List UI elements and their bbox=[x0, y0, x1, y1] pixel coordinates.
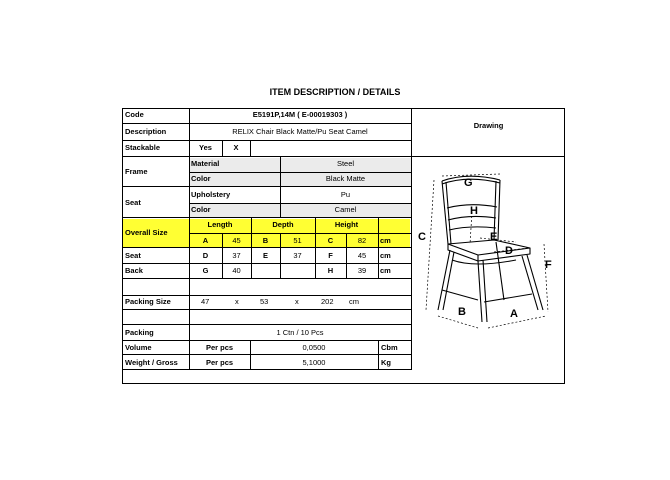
seat-upholstery-label: Upholstery bbox=[191, 190, 231, 199]
drawing-label: Drawing bbox=[473, 121, 504, 130]
description-value: RELIX Chair Black Matte/Pu Seat Camel bbox=[232, 127, 368, 136]
code-value: E5191P,14M ( E-00019303 ) bbox=[252, 110, 348, 119]
volume-label: Volume bbox=[125, 343, 152, 352]
back-h-value: 39 bbox=[357, 266, 367, 275]
back-dim-label: Back bbox=[125, 266, 143, 275]
overall-unit: cm bbox=[380, 236, 391, 245]
frame-material-label: Material bbox=[191, 159, 220, 168]
height-header: Height bbox=[334, 220, 359, 229]
seat-e-letter: E bbox=[262, 251, 268, 260]
weight-unit: Kg bbox=[381, 358, 391, 367]
weight-per: Per pcs bbox=[205, 358, 234, 367]
code-label: Code bbox=[125, 110, 144, 119]
page-title: ITEM DESCRIPTION / DETAILS bbox=[269, 87, 401, 97]
weight-label: Weight / Gross bbox=[125, 358, 178, 367]
packing-label: Packing bbox=[125, 328, 154, 337]
overall-size-label: Overall Size bbox=[125, 228, 168, 237]
packing-size-x1: x bbox=[235, 297, 239, 306]
back-g-letter: G bbox=[202, 266, 209, 275]
frame-label: Frame bbox=[125, 167, 148, 176]
overall-a-value: 45 bbox=[232, 236, 241, 245]
seat-upholstery-value: Pu bbox=[340, 190, 351, 199]
seat-f-value: 45 bbox=[357, 251, 367, 260]
overall-b-letter: B bbox=[262, 236, 269, 245]
back-h-letter: H bbox=[327, 266, 334, 275]
seat-f-letter: F bbox=[328, 251, 333, 260]
seat-dim-label: Seat bbox=[125, 251, 141, 260]
seat-color-label: Color bbox=[191, 205, 211, 214]
weight-value: 5,1000 bbox=[302, 358, 326, 367]
packing-size-x2: x bbox=[295, 297, 299, 306]
drawing-letter-b: B bbox=[458, 306, 466, 318]
seat-e-value: 37 bbox=[293, 251, 302, 260]
drawing-letter-d: D bbox=[505, 245, 513, 257]
seat-color-value: Camel bbox=[334, 205, 357, 214]
stackable-value: Yes bbox=[199, 143, 212, 152]
packing-size-height: 202 bbox=[321, 297, 334, 306]
drawing-letter-a: A bbox=[510, 308, 518, 320]
packing-size-length: 47 bbox=[201, 297, 210, 306]
seat-d-value: 37 bbox=[232, 251, 241, 260]
volume-per: Per pcs bbox=[205, 343, 234, 352]
seat-spec-label: Seat bbox=[125, 198, 141, 207]
overall-b-value: 51 bbox=[293, 236, 302, 245]
drawing-letter-e: E bbox=[490, 231, 498, 243]
packing-size-width: 53 bbox=[260, 297, 269, 306]
length-header: Length bbox=[207, 220, 233, 229]
stackable-mark: X bbox=[233, 143, 239, 152]
seat-d-letter: D bbox=[202, 251, 209, 260]
back-g-value: 40 bbox=[232, 266, 241, 275]
packing-size-unit: cm bbox=[349, 297, 359, 306]
chair-leg-front-left bbox=[478, 261, 482, 322]
stackable-label: Stackable bbox=[125, 143, 161, 152]
packing-size-label: Packing Size bbox=[125, 297, 171, 306]
chair-seat bbox=[448, 240, 530, 255]
drawing-letter-f: F bbox=[545, 259, 552, 271]
frame-color-label: Color bbox=[191, 174, 211, 183]
overall-c-value: 82 bbox=[357, 236, 367, 245]
overall-a-letter: A bbox=[202, 236, 209, 245]
drawing-letter-h: H bbox=[470, 205, 478, 217]
back-unit: cm bbox=[380, 266, 391, 275]
depth-header: Depth bbox=[272, 220, 294, 229]
volume-unit: Cbm bbox=[381, 343, 398, 352]
chair-back-right-upright bbox=[498, 180, 500, 240]
frame-color-value: Black Matte bbox=[325, 174, 366, 183]
chair-drawing bbox=[412, 160, 562, 340]
description-label: Description bbox=[125, 127, 167, 136]
seat-unit: cm bbox=[380, 251, 391, 260]
drawing-letter-g: G bbox=[464, 177, 473, 189]
drawing-letter-c: C bbox=[418, 231, 426, 243]
frame-material-value: Steel bbox=[336, 159, 355, 168]
volume-value: 0,0500 bbox=[302, 343, 326, 352]
overall-c-letter: C bbox=[327, 236, 334, 245]
packing-value: 1 Ctn / 10 Pcs bbox=[276, 328, 324, 337]
